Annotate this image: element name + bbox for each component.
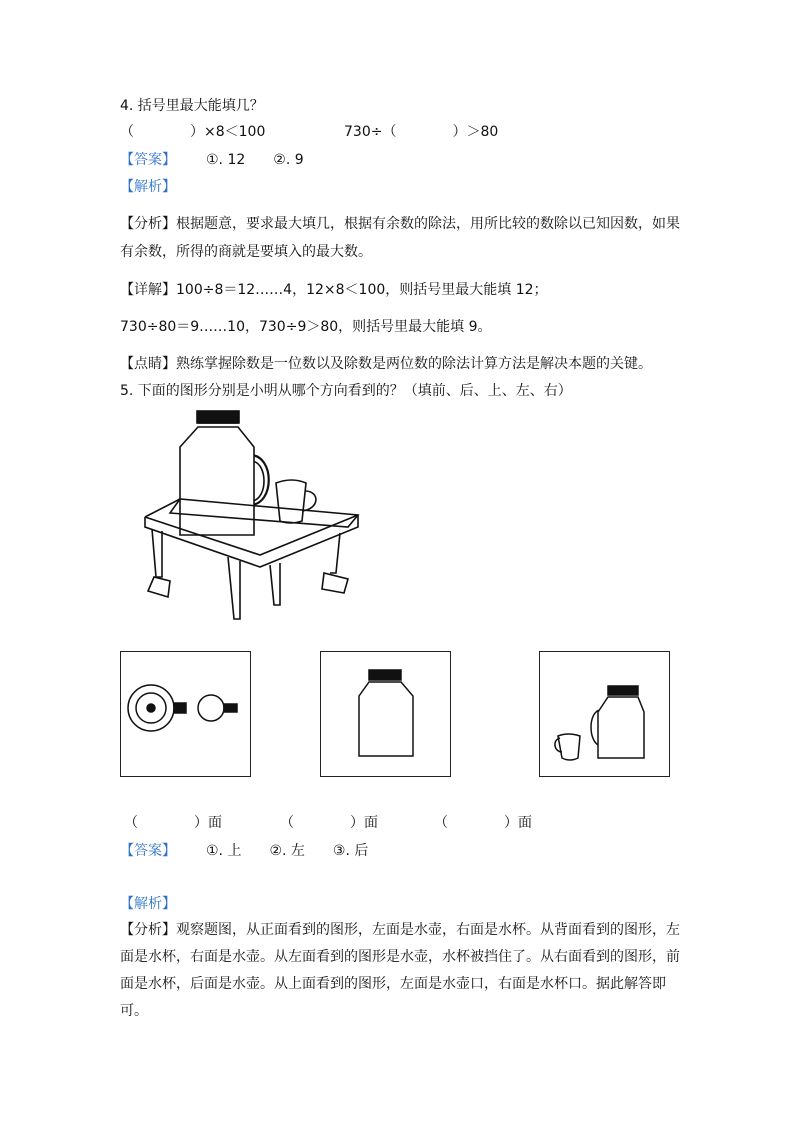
q5-fenxi xyxy=(120,917,680,1025)
q4-xiangjie-line2: 730÷80＝9……10，730÷9＞80，则括号里最大能填 9。 xyxy=(120,319,492,335)
q5-blank-1: （ ）面 xyxy=(124,815,222,831)
view-box-back xyxy=(539,651,670,777)
q5-answer-line xyxy=(120,841,368,861)
xiangjie-tag: 【详解】 xyxy=(120,282,176,298)
fenxi-text: 根据题意，要求最大填几，根据有余数的除法，用所比较的数除以已知因数，如果有余数，所得的商就是要填入的最大数。 xyxy=(120,216,680,260)
back-view-illustration xyxy=(540,652,669,776)
table-scene-illustration xyxy=(140,405,370,625)
q4-fenxi xyxy=(120,210,680,266)
answer-tag: 【答案】 xyxy=(120,843,176,859)
answer-tag: 【答案】 xyxy=(120,152,176,168)
left-view-illustration xyxy=(321,652,450,776)
q5-blank-2: （ ）面 xyxy=(280,815,378,831)
view-box-top xyxy=(120,651,251,777)
dianjing-text: 熟练掌握除数是一位数以及除数是两位数的除法计算方法是解决本题的关键。 xyxy=(176,356,652,372)
q4-dianjing xyxy=(120,354,652,374)
fenxi-tag: 【分析】 xyxy=(120,922,176,938)
q5-blank-3: （ ）面 xyxy=(434,815,532,831)
q4-expr2: 730÷（ ）＞80 xyxy=(344,124,499,140)
q4-analysis-tag: 【解析】 xyxy=(120,179,176,195)
fenxi-text: 观察题图，从正面看到的图形，左面是水壶，右面是水杯。从背面看到的图形，左面是水杯，右面是水壶。从左面看到的图形是水壶，水杯被挡住了。从右面看到的图形，前面是水杯，后面是水壶。从上面看到的图形，左面是水壶口，右面是水杯口。据此解答即可。 xyxy=(120,922,680,1019)
q5-answer: ①. 上 ②. 左 ③. 后 xyxy=(206,843,369,859)
xiangjie-line1: 100÷8＝12……4，12×8＜100，则括号里最大能填 12； xyxy=(176,282,548,298)
q4-xiangjie xyxy=(120,280,548,300)
q5-analysis-tag: 【解析】 xyxy=(120,896,176,912)
q5-title: 5. 下面的图形分别是小明从哪个方向看到的？（填前、后、上、左、右） xyxy=(120,383,572,399)
dianjing-tag: 【点睛】 xyxy=(120,356,176,372)
q4-title: 4. 括号里最大能填几？ xyxy=(120,98,264,114)
q4-answer-line xyxy=(120,150,304,170)
view-box-left xyxy=(320,651,451,777)
top-view-illustration xyxy=(121,652,250,776)
fenxi-tag: 【分析】 xyxy=(120,216,176,232)
q4-expr1: （ ）×8＜100 xyxy=(120,124,266,140)
q4-answer: ①. 12 ②. 9 xyxy=(206,152,304,168)
